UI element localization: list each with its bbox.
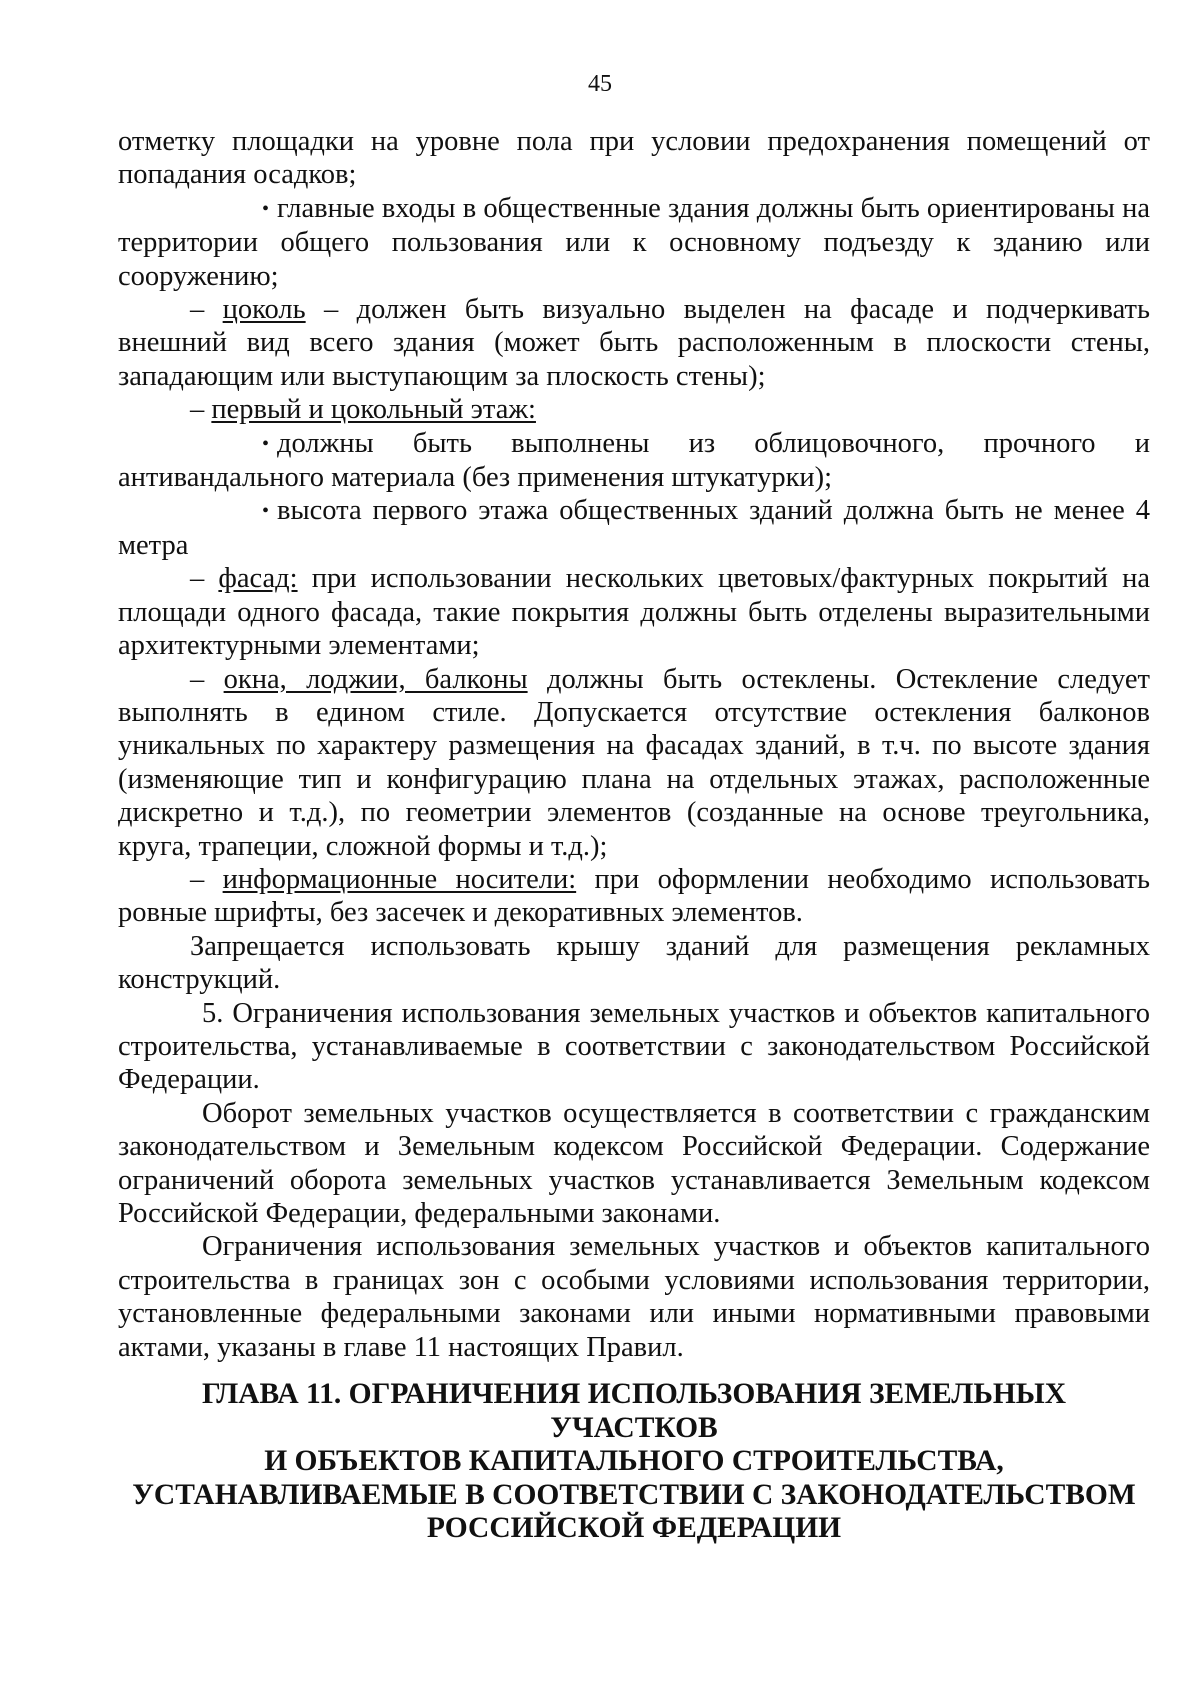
chapter-heading-line: ГЛАВА 11. ОГРАНИЧЕНИЯ ИСПОЛЬЗОВАНИЯ ЗЕМЕЛЬНЫХ УЧАСТКОВ [201,1378,1067,1444]
dash-item-plinth [118,293,1150,393]
dash-item-facade [118,562,1150,662]
page-number: 45 [588,71,612,97]
paragraph-roof-ban: Запрещается использовать крышу зданий для размещения рекламных конструкций. [118,930,1150,996]
dash-item-text: при оформлении необходимо использовать ровные шрифты, без засечек и декоративных элементов. [118,863,1150,929]
bullet-item-main-entrances [118,192,1150,293]
paragraph-restrictions: Ограничения использования земельных участков и объектов капитального строительства в границах зон с особыми условиями использования территории, установленные федеральными законами или иными нормативными правовыми актами, указаны в главе 11 настоящих Правил. [118,1231,1150,1363]
dash-mark: – [190,663,205,695]
chapter-heading-line: РОССИЙСКОЙ ФЕДЕРАЦИИ [426,1512,842,1544]
paragraph-land-turnover: Оборот земельных участков осуществляется в соответствии с гражданским законодательством и Земельным кодексом Российской Федерации. Содержание ограничений оборота земельных участков устанавливается Земельным кодексом Российской Федерации, федеральными законами. [118,1097,1150,1229]
term-underlined: информационные носители: [222,863,577,895]
dash-item-windows [118,663,1150,863]
term-underlined: первый и цокольный этаж: [211,394,536,426]
bullet-text: должны быть выполнены из облицовочного, прочного и антивандального материала (без применения штукатурки); [118,427,1150,494]
dash-item-text: должны быть остеклены. Остекление следует выполнять в едином стиле. Допускается отсутствие остекления балконов уникальных по характеру размещения на фасадах зданий, в т.ч. по высоте здания (изменяющие тип и конфигурацию плана на отдельных этажах, расположенные дискретно и т.д.), по геометрии элементов (созданные на основе треугольника, круга, трапеции, сложной формы и т.д.); [118,663,1150,862]
dash-item-text: – должен быть визуально выделен на фасаде и подчеркивать внешний вид всего здания (может быть расположенным в плоскости стены, западающим или выступающим за плоскость стены); [118,294,1151,392]
chapter-heading [118,1378,1150,1546]
bullet-text: главные входы в общественные здания должны быть ориентированы на территории общего пользования или к основному подъезду к зданию или сооружению; [118,192,1150,292]
bullet-icon: • [262,432,270,455]
term-underlined: фасад: [218,563,298,595]
body-text [118,125,1150,1364]
chapter-heading-line: И ОБЪЕКТОВ КАПИТАЛЬНОГО СТРОИТЕЛЬСТВА, [264,1445,1004,1477]
bullet-item-floor-height [118,494,1150,562]
bullet-icon: • [262,197,270,220]
dash-mark: – [190,394,205,426]
dash-mark: – [190,294,205,326]
chapter-heading-line: УСТАНАВЛИВАЕМЫЕ В СООТВЕТСТВИИ С ЗАКОНОДАТЕЛЬСТВОМ [132,1478,1136,1511]
bullet-text: высота первого этажа общественных зданий должна быть не менее 4 метра [118,495,1150,561]
dash-mark: – [190,563,205,595]
term-underlined: цоколь [222,294,306,326]
section-heading-5: 5. Ограничения использования земельных участков и объектов капитального строительства, устанавливаемые в соответствии с законодательством Российской Федерации. [118,997,1150,1096]
bullet-item-materials [118,427,1150,495]
dash-item-text: при использовании нескольких цветовых/фактурных покрытий на площади одного фасада, такие покрытия должны быть отделены выразительными архитектурными элементами; [118,563,1151,662]
dash-item-info-carriers [118,863,1150,930]
dash-item-first-floor [118,393,1150,426]
dash-mark: – [190,863,205,895]
paragraph-continuation: отметку площадки на уровне пола при условии предохранения помещений от попадания осадков; [118,126,1150,191]
bullet-icon: • [262,500,270,523]
term-underlined: окна, лоджии, балконы [223,663,528,695]
